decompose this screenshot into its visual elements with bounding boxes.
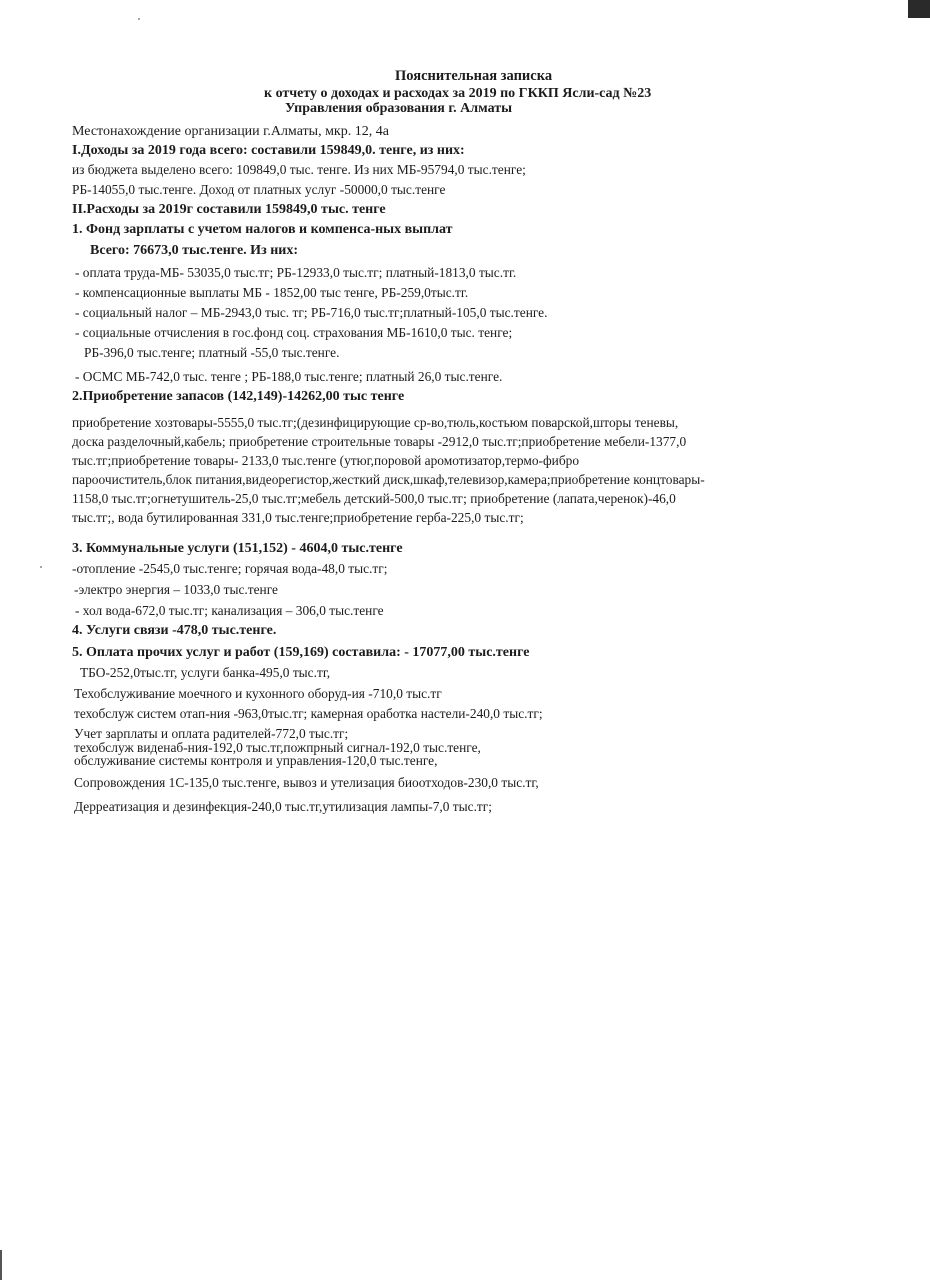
paragraph-line: приобретение хозтовары-5555,0 тыс.тг;(дезинфицирующие ср-во,тюль,костьюм поварской,шторы теневы, [72, 415, 679, 430]
document-subtitle: к отчету о доходах и расходах за 2019 по ГККП Ясли-сад №23 [264, 86, 652, 101]
paragraph-line: тыс.тг;приобретение товары- 2133,0 тыс.тенге (утюг,поровой аромотизатор,термо-фибро [72, 453, 580, 468]
list-item: - социальные отчисления в гос.фонд соц. страхования МБ-1610,0 тыс. тенге; [75, 325, 513, 340]
document-title: Пояснительная записка [395, 68, 553, 84]
paragraph-line: тыс.тг;, вода бутилированная 331,0 тыс.тенге;приобретение герба-225,0 тыс.тг; [72, 510, 524, 525]
list-item: - ОСМС МБ-742,0 тыс. тенге ; РБ-188,0 тыс.тенге; платный 26,0 тыс.тенге. [75, 369, 503, 384]
list-item: ТБО-252,0тыс.тг, услуги банка-495,0 тыс.тг, [80, 665, 331, 680]
section-total: Всего: 76673,0 тыс.тенге. Из них: [90, 243, 298, 258]
income-heading: I.Доходы за 2019 года всего: составили 159849,0. тенге, из них: [72, 143, 465, 158]
scan-speck [138, 18, 140, 20]
list-item: техобслуж систем отап-ния -963,0тыс.тг; камерная оработка настели-240,0 тыс.тг; [74, 706, 543, 721]
document-subtitle-org: Управления образования г. Алматы [285, 101, 513, 116]
list-item: -электро энергия – 1033,0 тыс.тенге [74, 582, 278, 597]
expenses-heading: II.Расходы за 2019г составили 159849,0 тыс. тенге [72, 202, 386, 217]
paragraph-line: 1158,0 тыс.тг;огнетушитель-25,0 тыс.тг;мебель детский-500,0 тыс.тг; приобретение (лапата,черенок)-46,0 [72, 491, 676, 506]
scan-edge-mark [908, 0, 930, 18]
paragraph-line: пароочиститель,блок питания,видеорегистор,жесткий диск,шкаф,телевизор,камера;приобретение концтовары- [72, 472, 705, 487]
section-heading: 4. Услуги связи -478,0 тыс.тенге. [72, 623, 277, 638]
list-item: - хол вода-672,0 тыс.тг; канализация – 306,0 тыс.тенге [75, 603, 384, 618]
list-item: - компенсационные выплаты МБ - 1852,00 тыс тенге, РБ-259,0тыс.тг. [75, 285, 469, 300]
list-item: Техобслуживание моечного и кухонного оборуд-ия -710,0 тыс.тг [74, 686, 442, 701]
list-item: Дерреатизация и дезинфекция-240,0 тыс.тг,утилизация лампы-7,0 тыс.тг; [74, 799, 492, 814]
list-item: Учет зарплаты и оплата радителей-772,0 тыс.тг; [74, 726, 349, 741]
section-heading: 3. Коммунальные услуги (151,152) - 4604,0 тыс.тенге [72, 541, 403, 556]
list-item: Сопровождения 1С-135,0 тыс.тенге, вывоз и утелизация биоотходов-230,0 тыс.тг, [74, 775, 539, 790]
paragraph-line: доска разделочный,кабель; приобретение строительные товары -2912,0 тыс.тг;приобретение мебели-1377,0 [72, 434, 687, 449]
list-item: -отопление -2545,0 тыс.тенге; горячая вода-48,0 тыс.тг; [72, 561, 388, 576]
list-item: обслуживание системы контроля и управления-120,0 тыс.тенге, [74, 753, 438, 768]
list-item: - оплата труда-МБ- 53035,0 тыс.тг; РБ-12933,0 тыс.тг; платный-1813,0 тыс.тг. [75, 265, 517, 280]
list-item: РБ-396,0 тыс.тенге; платный -55,0 тыс.тенге. [84, 345, 340, 360]
income-line: РБ-14055,0 тыс.тенге. Доход от платных услуг -50000,0 тыс.тенге [72, 182, 446, 197]
organization-location: Местонахождение организации г.Алматы, мкр. 12, 4а [72, 124, 389, 139]
income-line: из бюджета выделено всего: 109849,0 тыс. тенге. Из них МБ-95794,0 тыс.тенге; [72, 162, 526, 177]
section-heading: 1. Фонд зарплаты с учетом налогов и компенса-ных выплат [72, 222, 453, 237]
list-item: - социальный налог – МБ-2943,0 тыс. тг; РБ-716,0 тыс.тг;платный-105,0 тыс.тенге. [75, 305, 548, 320]
list-item: техобслуж виденаб-ния-192,0 тыс.тг,пожпрный сигнал-192,0 тыс.тенге, [74, 740, 481, 755]
scan-edge-mark-left [0, 1250, 2, 1280]
section-heading: 2.Приобретение запасов (142,149)-14262,00 тыс тенге [72, 389, 405, 404]
section-heading: 5. Оплата прочих услуг и работ (159,169) составила: - 17077,00 тыс.тенге [72, 645, 530, 660]
scan-speck [40, 566, 42, 568]
